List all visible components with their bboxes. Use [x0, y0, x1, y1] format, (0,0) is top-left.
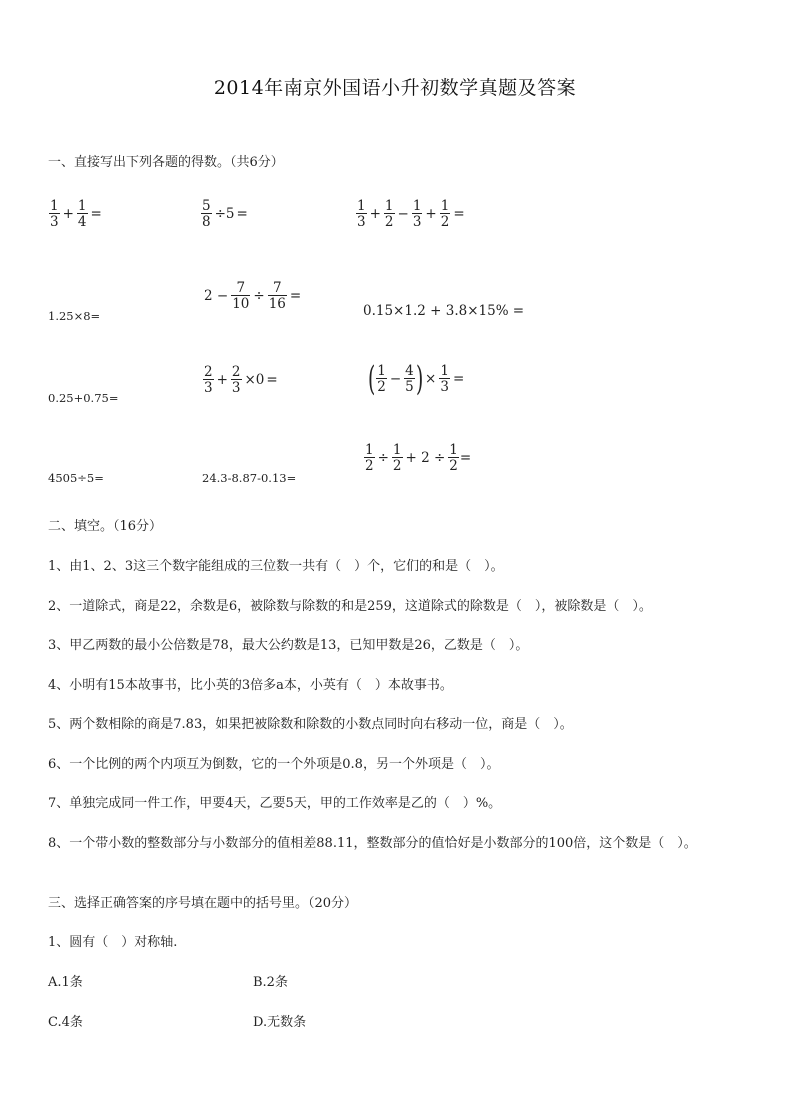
problem-11: 24.3-8.87-0.13=: [202, 471, 297, 485]
fraction: $\frac{1}{4}$: [77, 198, 87, 231]
option-b: B.2条: [253, 975, 288, 990]
problem-6: 0.15×1.2 + 3.8×15% =: [363, 303, 525, 319]
option-c: C.4条: [48, 1015, 83, 1030]
section3-heading: 三、选择正确答案的序号填在题中的括号里。（20分）: [48, 896, 358, 911]
fraction: $\frac{1}{3}$: [412, 198, 422, 231]
fill-in-item: 7、单独完成同一件工作，甲要4天，乙要5天，甲的工作效率是乙的（ ）%。: [48, 796, 502, 811]
fraction: $\frac{1}{3}$: [50, 198, 59, 231]
problem-3: $\frac{1}{3}$ + $\frac{1}{2}$ − $\frac{1}{3}$ + $\frac{1}{2}$ =: [357, 198, 465, 231]
fraction: $\frac{1}{2}$: [449, 442, 458, 475]
problem-7: 0.25+0.75=: [48, 391, 119, 405]
document-title: 2014年南京外国语小升初数学真题及答案: [213, 77, 577, 99]
fill-in-item: 8、一个带小数的整数部分与小数部分的值相差88.11，整数部分的值恰好是小数部分的100倍，这个数是（ ）。: [48, 836, 697, 851]
fill-in-item: 2、一道除式，商是22，余数是6，被除数与除数的和是259，这道除式的除数是（ ），被除数是（ ）。: [48, 599, 652, 614]
fraction: $\frac{7}{10}$: [232, 280, 250, 313]
problem-4: 1.25×8=: [48, 309, 101, 323]
fraction: $\frac{4}{5}$: [405, 362, 414, 395]
fraction: $\frac{1}{2}$: [377, 362, 386, 395]
problem-9: ( $\frac{1}{2}$ − $\frac{4}{5}$ ) × $\frac{1}{3}$ =: [367, 359, 465, 399]
problem-1: $\frac{1}{3}$ + $\frac{1}{4}$ =: [50, 198, 102, 231]
fraction: $\frac{5}{8}$: [202, 198, 211, 231]
fraction: $\frac{1}{3}$: [440, 362, 449, 395]
section1-heading: 一、直接写出下列各题的得数。（共6分）: [48, 155, 284, 170]
fraction: $\frac{1}{3}$: [357, 198, 366, 231]
fraction: $\frac{2}{3}$: [204, 364, 213, 397]
problem-12: $\frac{1}{2}$ ÷ $\frac{1}{2}$ + 2 ÷ $\frac{1}{2}$ =: [365, 442, 472, 475]
choice-question: 1、圆有（ ）对称轴.: [48, 935, 178, 950]
option-a: A.1条: [48, 975, 83, 990]
fill-in-item: 5、两个数相除的商是7.83，如果把被除数和除数的小数点同时向右移动一位，商是（ ）。: [48, 717, 573, 732]
fraction: $\frac{1}{2}$: [365, 442, 374, 475]
fill-in-item: 4、小明有15本故事书，比小英的3倍多a本，小英有（ ）本故事书。: [48, 678, 453, 693]
fill-in-item: 1、由1、2、3这三个数字能组成的三位数一共有（ ）个，它们的和是（ ）。: [48, 559, 504, 574]
problem-5: 2 − $\frac{7}{10}$ ÷ $\frac{7}{16}$ =: [204, 280, 302, 313]
fraction: $\frac{1}{2}$: [392, 442, 402, 475]
problem-2: $\frac{5}{8}$ ÷5 =: [202, 198, 248, 231]
option-d: D.无数条: [253, 1015, 307, 1030]
fraction: $\frac{1}{2}$: [440, 198, 450, 231]
fraction: $\frac{7}{16}$: [268, 280, 286, 313]
section2-heading: 二、填空。（16分）: [48, 519, 163, 534]
fill-in-item: 6、一个比例的两个内项互为倒数，它的一个外项是0.8，另一个外项是（ ）。: [48, 757, 500, 772]
problem-10: 4505÷5=: [48, 471, 104, 485]
problem-8: $\frac{2}{3}$ + $\frac{2}{3}$ ×0 =: [204, 364, 278, 397]
fraction: $\frac{1}{2}$: [384, 198, 394, 231]
fraction: $\frac{2}{3}$: [231, 364, 241, 397]
fill-in-item: 3、甲乙两数的最小公倍数是78，最大公约数是13，已知甲数是26，乙数是（ ）。: [48, 638, 529, 653]
